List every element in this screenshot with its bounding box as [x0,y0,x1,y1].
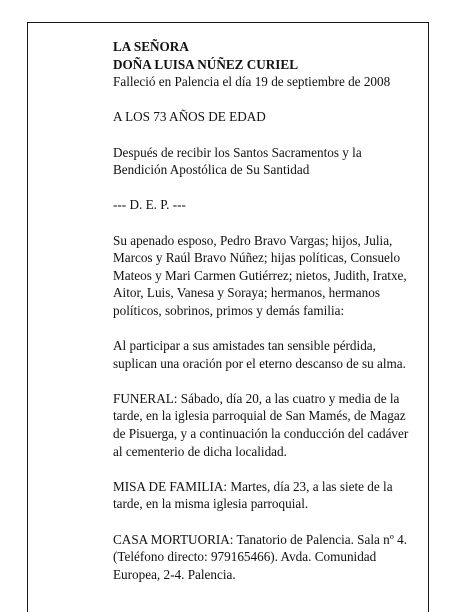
obituary-heading [113,38,413,73]
title-line-2: DOÑA LUISA NÚÑEZ CURIEL [113,56,299,72]
sacraments-paragraph: Después de recibir los Santos Sacramentos y la Bendición Apostólica de Su Santidad [113,144,362,178]
dep-line: --- D. E. P. --- [113,197,186,213]
prayer-request-paragraph: Al participar a sus amistades tan sensible pérdida, suplican una oración por el eterno descanso de su alma. [113,338,406,371]
funeral-paragraph: FUNERAL: Sábado, día 20, a las cuatro y media de la tarde, en la iglesia parroquial de San Mamés, de Magaz de Pisuerga, y a continuación la conducción del cadáver al cementerio de dicha localidad. [113,390,409,459]
family-paragraph: Su apenado esposo, Pedro Bravo Vargas; hijos, Julia, Marcos y Raúl Bravo Núñez; hijas políticas, Consuelo Mateos y Mari Carmen Gutiérrez; nietos, Judith, Iratxe, Aitor, Luis, Vanesa y Soraya; hermanos, hermanos políticos, sobrinos, primos y demás familia: [113,232,407,318]
obituary-notice [113,38,413,601]
death-date-line: Falleció en Palencia el día 19 de septiembre de 2008 [113,74,391,90]
age-line: A LOS 73 AÑOS DE EDAD [113,109,266,125]
family-mass-paragraph: MISA DE FAMILIA: Martes, día 23, a las siete de la tarde, en la misma iglesia parroquial. [113,478,393,512]
title-line-1: LA SEÑORA [113,39,189,54]
mortuary-paragraph: CASA MORTUORIA: Tanatorio de Palencia. Sala nº 4. (Teléfono directo: 979165466). Avda. Comunidad Europea, 2-4. Palencia. [113,531,408,582]
